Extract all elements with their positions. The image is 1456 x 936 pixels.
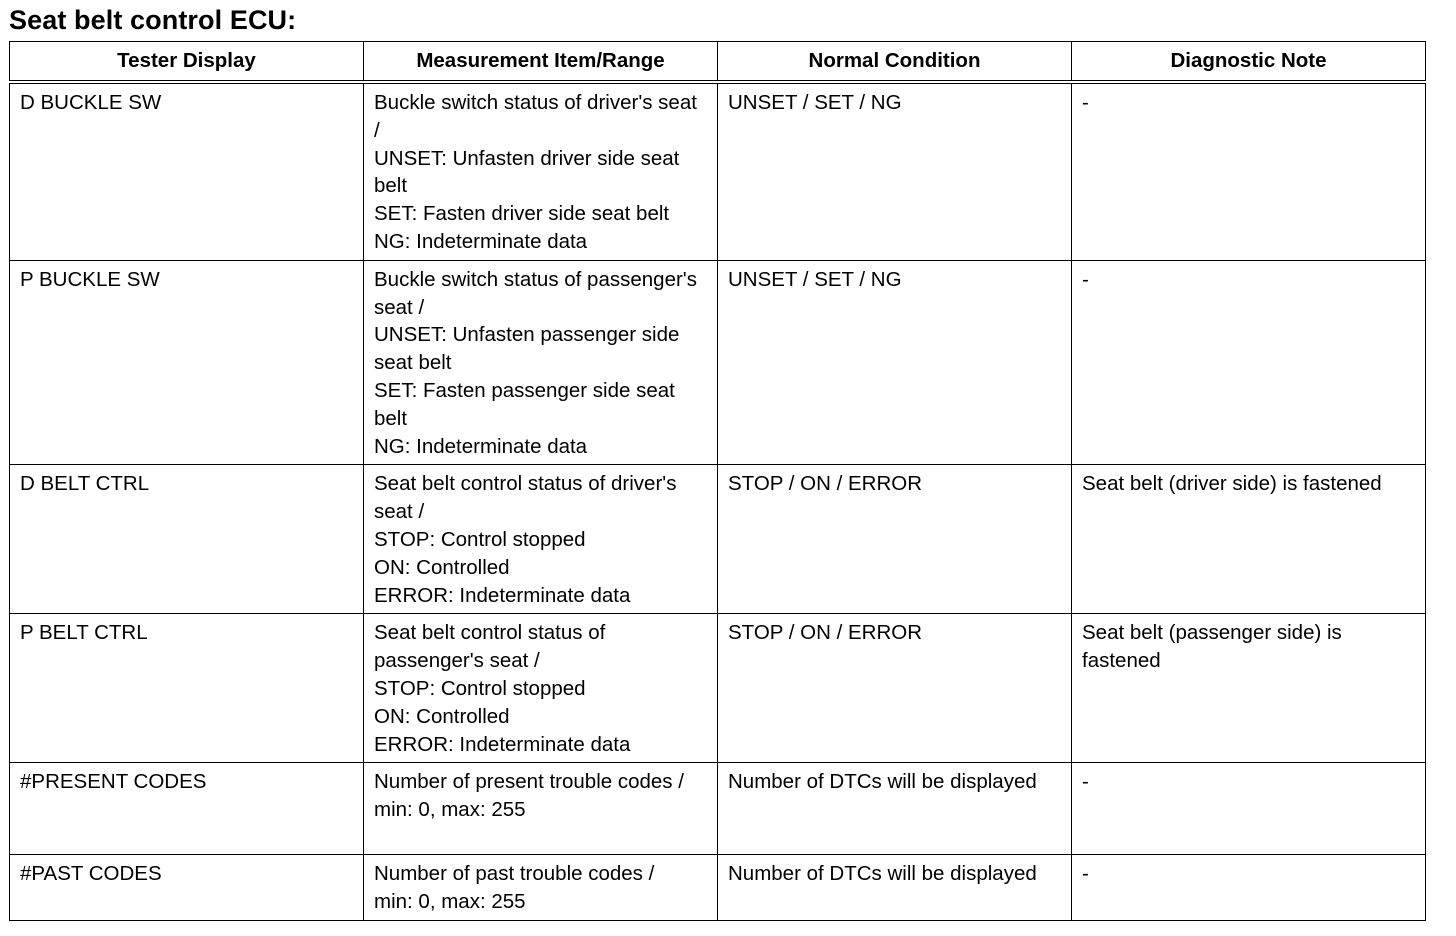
cell-measurement: Number of past trouble codes / min: 0, max: 255	[364, 855, 718, 921]
cell-diagnostic-note: -	[1072, 763, 1426, 855]
cell-diagnostic-note: Seat belt (passenger side) is fastened	[1072, 614, 1426, 763]
cell-tester-display: D BUCKLE SW	[10, 82, 364, 260]
cell-diagnostic-note: -	[1072, 855, 1426, 921]
cell-tester-display: D BELT CTRL	[10, 465, 364, 614]
data-list-table	[9, 41, 1426, 921]
table-row	[10, 763, 1426, 855]
cell-diagnostic-note: Seat belt (driver side) is fastened	[1072, 465, 1426, 614]
table-row	[10, 82, 1426, 260]
cell-diagnostic-note: -	[1072, 82, 1426, 260]
cell-normal-condition: STOP / ON / ERROR	[718, 614, 1072, 763]
cell-measurement: Seat belt control status of passenger's seat / STOP: Control stopped ON: Controlled ERROR: Indeterminate data	[364, 614, 718, 763]
cell-diagnostic-note: -	[1072, 260, 1426, 465]
cell-tester-display: P BELT CTRL	[10, 614, 364, 763]
table-header-row	[10, 42, 1426, 83]
cell-measurement: Buckle switch status of passenger's seat / UNSET: Unfasten passenger side seat belt SET: Fasten passenger side seat belt NG: Indeterminate data	[364, 260, 718, 465]
cell-tester-display: #PAST CODES	[10, 855, 364, 921]
header-diagnostic-note: Diagnostic Note	[1072, 42, 1426, 83]
page-title: Seat belt control ECU:	[9, 5, 297, 35]
cell-tester-display: #PRESENT CODES	[10, 763, 364, 855]
cell-measurement: Number of present trouble codes / min: 0, max: 255	[364, 763, 718, 855]
table-row	[10, 855, 1426, 921]
cell-measurement: Buckle switch status of driver's seat / UNSET: Unfasten driver side seat belt SET: Fasten driver side seat belt NG: Indeterminate data	[364, 82, 718, 260]
table-row	[10, 614, 1426, 763]
table-row	[10, 260, 1426, 465]
header-tester-display: Tester Display	[10, 42, 364, 83]
cell-normal-condition: Number of DTCs will be displayed	[718, 855, 1072, 921]
header-normal-condition: Normal Condition	[718, 42, 1072, 83]
cell-normal-condition: STOP / ON / ERROR	[718, 465, 1072, 614]
cell-tester-display: P BUCKLE SW	[10, 260, 364, 465]
cell-normal-condition: Number of DTCs will be displayed	[718, 763, 1072, 855]
cell-normal-condition: UNSET / SET / NG	[718, 260, 1072, 465]
cell-normal-condition: UNSET / SET / NG	[718, 82, 1072, 260]
table-row	[10, 465, 1426, 614]
header-measurement-item-range: Measurement Item/Range	[364, 42, 718, 83]
cell-measurement: Seat belt control status of driver's seat / STOP: Control stopped ON: Controlled ERROR: Indeterminate data	[364, 465, 718, 614]
